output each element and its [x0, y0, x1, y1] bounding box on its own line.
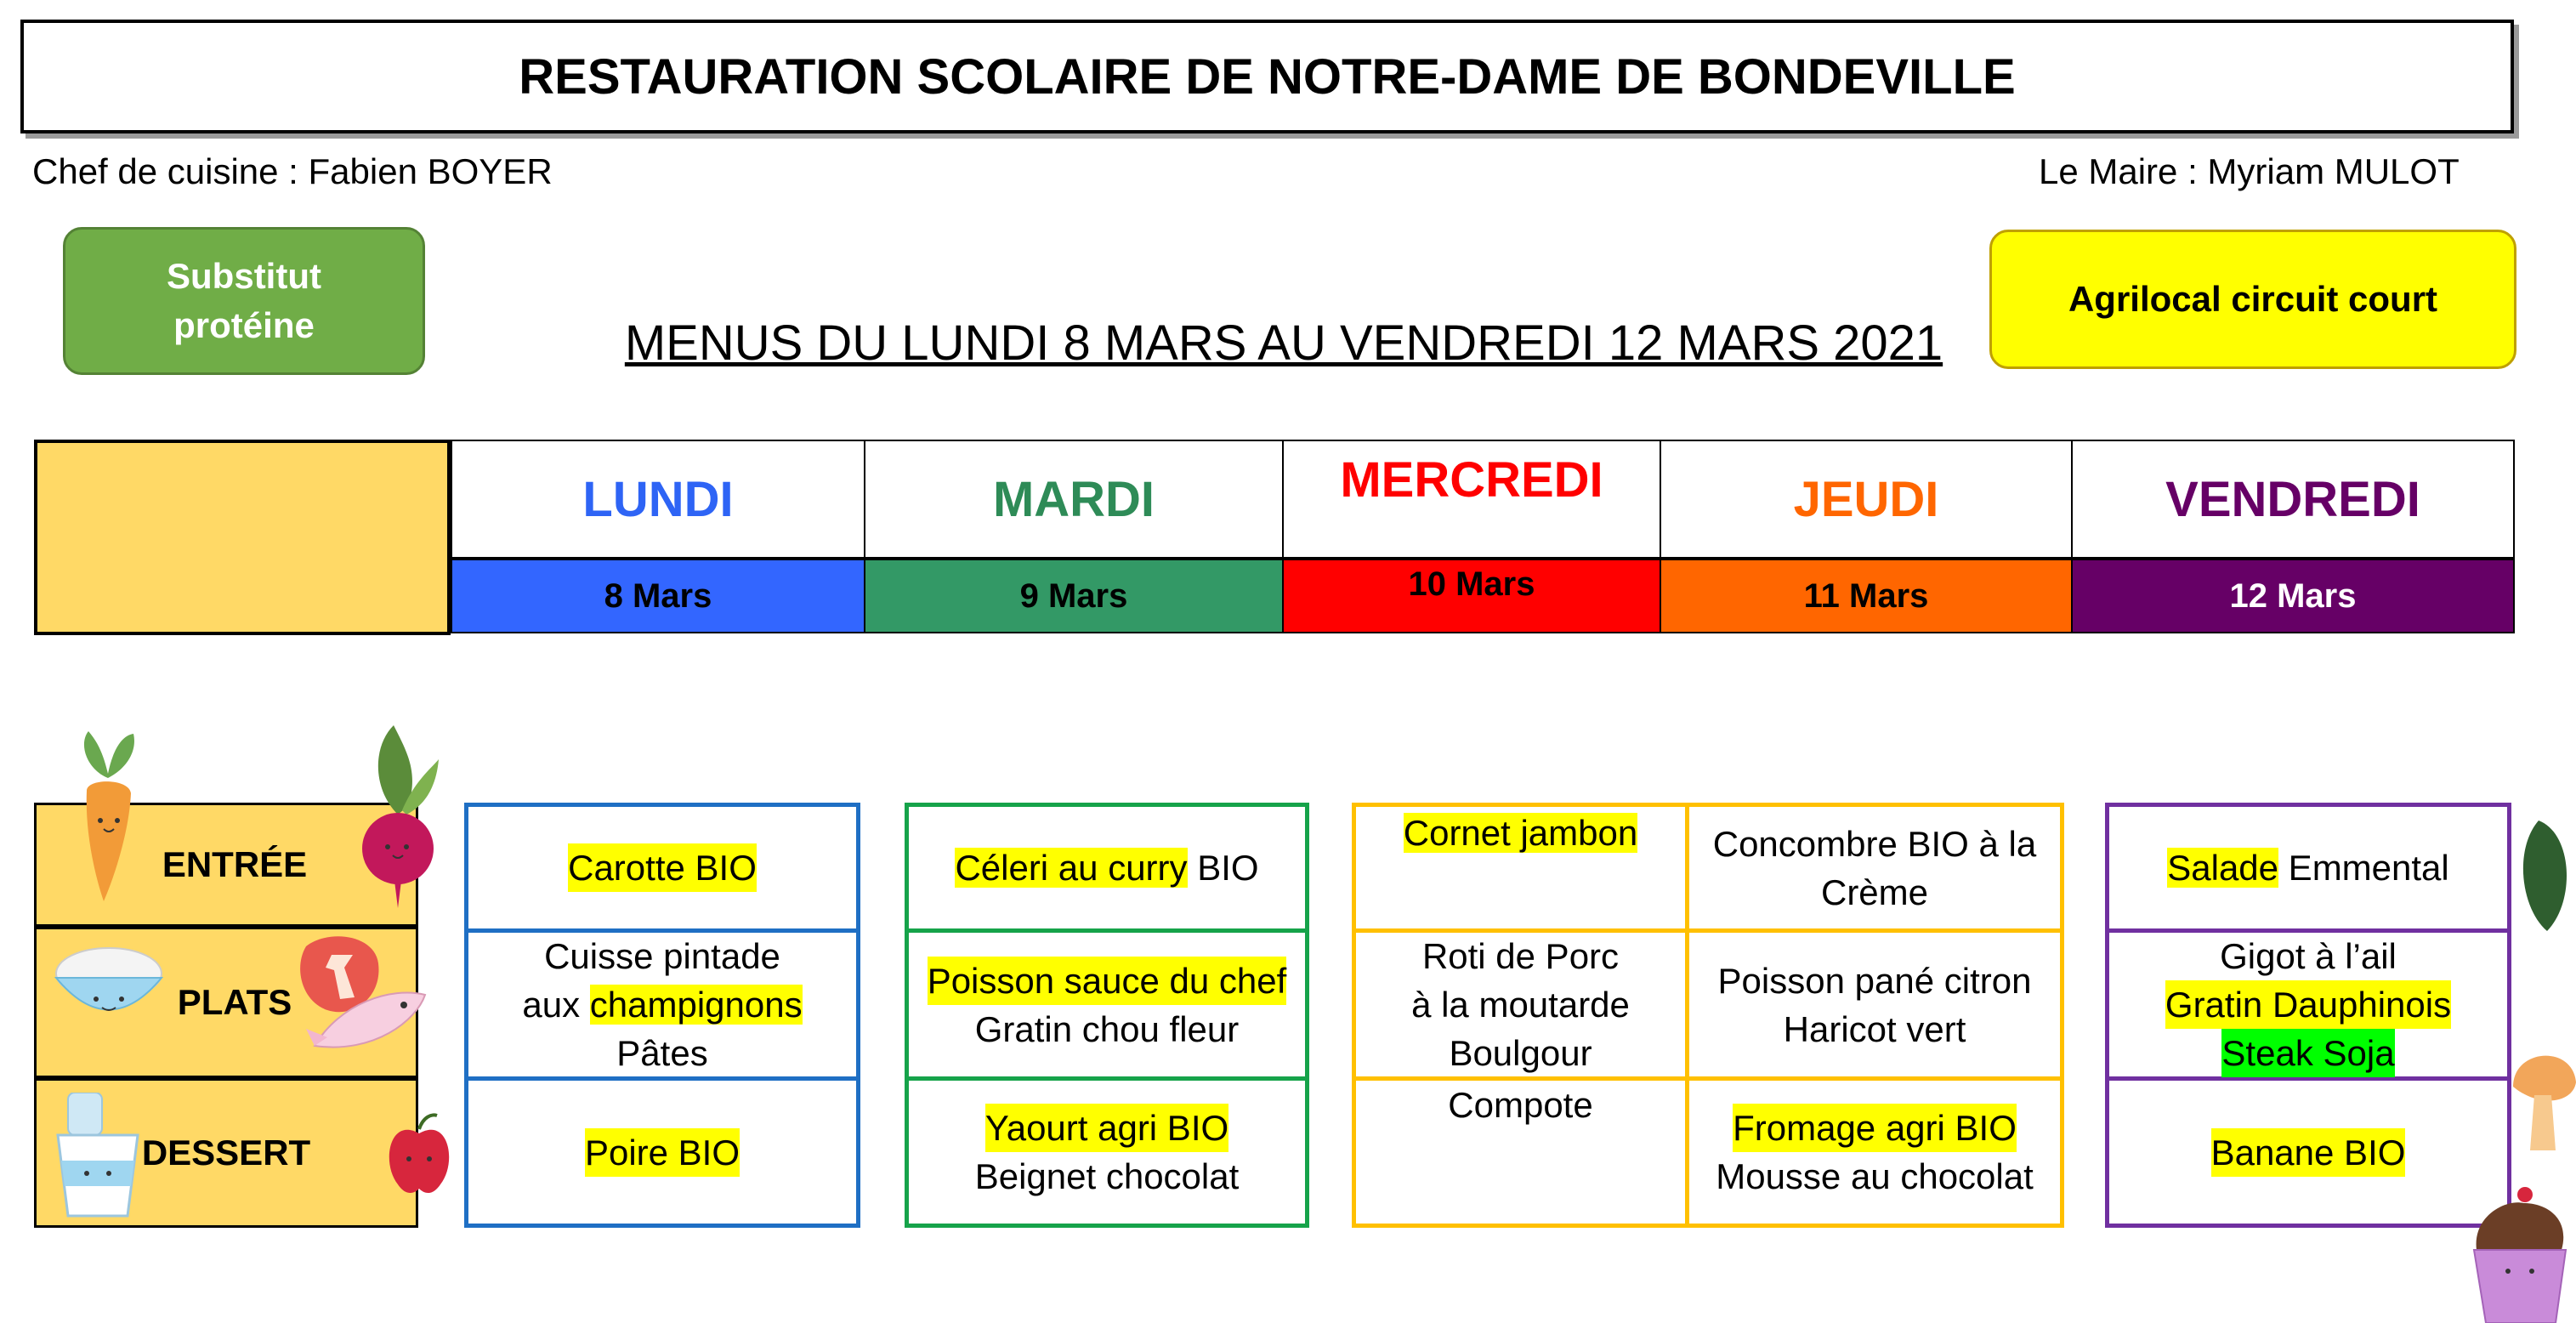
- day-name-vendredi: VENDREDI: [2165, 471, 2420, 527]
- lundi-plat-2a: aux: [522, 985, 590, 1025]
- vendredi-plat-3: Steak Soja: [2221, 1029, 2394, 1077]
- mercredi-entree-text: Cornet jambon: [1403, 813, 1638, 853]
- vendredi-plats: [2109, 933, 2507, 1076]
- lundi-plats: [468, 933, 856, 1076]
- mercredi-plat-2: à la moutarde: [1411, 985, 1630, 1025]
- mercredi-plats: [1356, 933, 1685, 1076]
- day-header-lundi: [451, 440, 865, 559]
- mardi-entree: [909, 807, 1305, 928]
- fish-icon: [306, 969, 434, 1063]
- lundi-dessert: [468, 1081, 856, 1224]
- day-date-lundi: [451, 559, 865, 633]
- mardi-entree-line: [955, 843, 1258, 892]
- mercredi-dessert: [1356, 1081, 1685, 1224]
- legend-substitut-line2: protéine: [173, 305, 315, 345]
- jeudi-plat-1: Poisson pané citron: [1717, 960, 2032, 1001]
- day-name-mardi: MARDI: [992, 471, 1155, 527]
- lundi-plat-1: Cuisse pintade: [544, 936, 780, 976]
- day-date-vendredi-text: 12 Mars: [2229, 576, 2357, 615]
- mardi-entree-b: BIO: [1187, 848, 1259, 888]
- mushroom-icon: [2505, 1044, 2576, 1155]
- mardi-dessert-2: Beignet chocolat: [974, 1156, 1240, 1196]
- lundi-plat-2: [522, 980, 802, 1029]
- mardi-plats: [909, 933, 1305, 1076]
- jeudi-plats: [1689, 933, 2060, 1076]
- day-date-mardi-text: 9 Mars: [1019, 576, 1128, 615]
- mardi-plat-1: Poisson sauce du chef: [928, 957, 1287, 1005]
- page-title-box: [20, 20, 2514, 133]
- mercredi-entree: [1356, 807, 1685, 928]
- vendredi-dessert-text: Banane BIO: [2211, 1128, 2406, 1177]
- lundi-entree-text: Carotte BIO: [568, 843, 757, 892]
- carrot-icon: [70, 727, 146, 906]
- row-label-plats-text: PLATS: [177, 982, 292, 1022]
- mardi-dessert-1: Yaourt agri BIO: [985, 1104, 1228, 1152]
- jeudi-entree: [1689, 807, 2060, 928]
- mardi-plat-2: Gratin chou fleur: [974, 1008, 1240, 1049]
- vendredi-plat-2: Gratin Dauphinois: [2165, 980, 2451, 1029]
- jeudi-dessert-2: Mousse au chocolat: [1716, 1156, 2034, 1196]
- vendredi-entree-a: Salade: [2167, 848, 2279, 888]
- rice-bowl-icon: [49, 940, 168, 1033]
- mercredi-plat-3: Boulgour: [1449, 1033, 1592, 1073]
- row-label-dessert-text: DESSERT: [141, 1133, 311, 1173]
- vendredi-plat-1: Gigot à l’ail: [2220, 936, 2397, 976]
- jeudi-dessert-1: Fromage agri BIO: [1733, 1104, 2017, 1152]
- vendredi-dessert: [2109, 1081, 2507, 1224]
- yogurt-icon: [51, 1093, 145, 1220]
- vendredi-entree: [2109, 807, 2507, 928]
- day-name-jeudi: JEUDI: [1793, 471, 1939, 527]
- apple-icon: [381, 1112, 457, 1197]
- beet-icon: [355, 721, 440, 908]
- row-label-entree-text: ENTRÉE: [162, 844, 308, 884]
- vendredi-entree-b: Emmental: [2278, 848, 2449, 888]
- day-date-mercredi: [1282, 559, 1661, 633]
- jeudi-entree-2: Crème: [1820, 872, 1929, 912]
- day-header-jeudi: [1660, 440, 2073, 559]
- mardi-dessert: [909, 1081, 1305, 1224]
- day-date-jeudi: [1660, 559, 2073, 633]
- day-header-mardi: [864, 440, 1284, 559]
- header-corner-cell: [34, 440, 451, 635]
- day-name-mercredi: MERCREDI: [1340, 452, 1603, 508]
- mercredi-plat-1: Roti de Porc: [1421, 936, 1620, 976]
- page-title: RESTAURATION SCOLAIRE DE NOTRE-DAME DE BONDEVILLE: [519, 48, 2016, 105]
- mercredi-dessert-text: Compote: [1448, 1085, 1593, 1125]
- legend-agrilocal-label: Agrilocal circuit court: [2068, 279, 2438, 319]
- jeudi-entree-1: Concombre BIO à la: [1712, 823, 2037, 864]
- chef-de-cuisine: Chef de cuisine : Fabien BOYER: [32, 151, 553, 191]
- leaf-icon: [2505, 816, 2576, 935]
- day-header-mercredi: [1282, 440, 1661, 559]
- lundi-plat-3: Pâtes: [616, 1033, 708, 1073]
- day-date-mardi: [864, 559, 1284, 633]
- day-date-vendredi: [2071, 559, 2515, 633]
- lundi-plat-2b: champignons: [589, 985, 803, 1025]
- lundi-dessert-text: Poire BIO: [585, 1128, 740, 1177]
- cupcake-icon: [2464, 1182, 2576, 1323]
- jeudi-dessert: [1689, 1081, 2060, 1224]
- week-title-text: MENUS DU LUNDI 8 MARS AU VENDREDI 12 MARS 2021: [624, 315, 1943, 371]
- legend-substitut-line1: Substitut: [167, 256, 321, 296]
- day-header-vendredi: [2071, 440, 2515, 559]
- day-date-lundi-text: 8 Mars: [604, 576, 712, 615]
- day-date-mercredi-text: 10 Mars: [1408, 565, 1535, 603]
- le-maire: Le Maire : Myriam MULOT: [2039, 151, 2460, 191]
- jeudi-plat-2: Haricot vert: [1783, 1008, 1966, 1049]
- lundi-entree: [468, 807, 856, 928]
- vendredi-entree-line: [2167, 843, 2449, 892]
- mardi-entree-a: Céleri au curry: [955, 848, 1188, 888]
- day-name-lundi: LUNDI: [582, 471, 734, 527]
- week-title: [0, 315, 2576, 372]
- day-date-jeudi-text: 11 Mars: [1803, 576, 1929, 615]
